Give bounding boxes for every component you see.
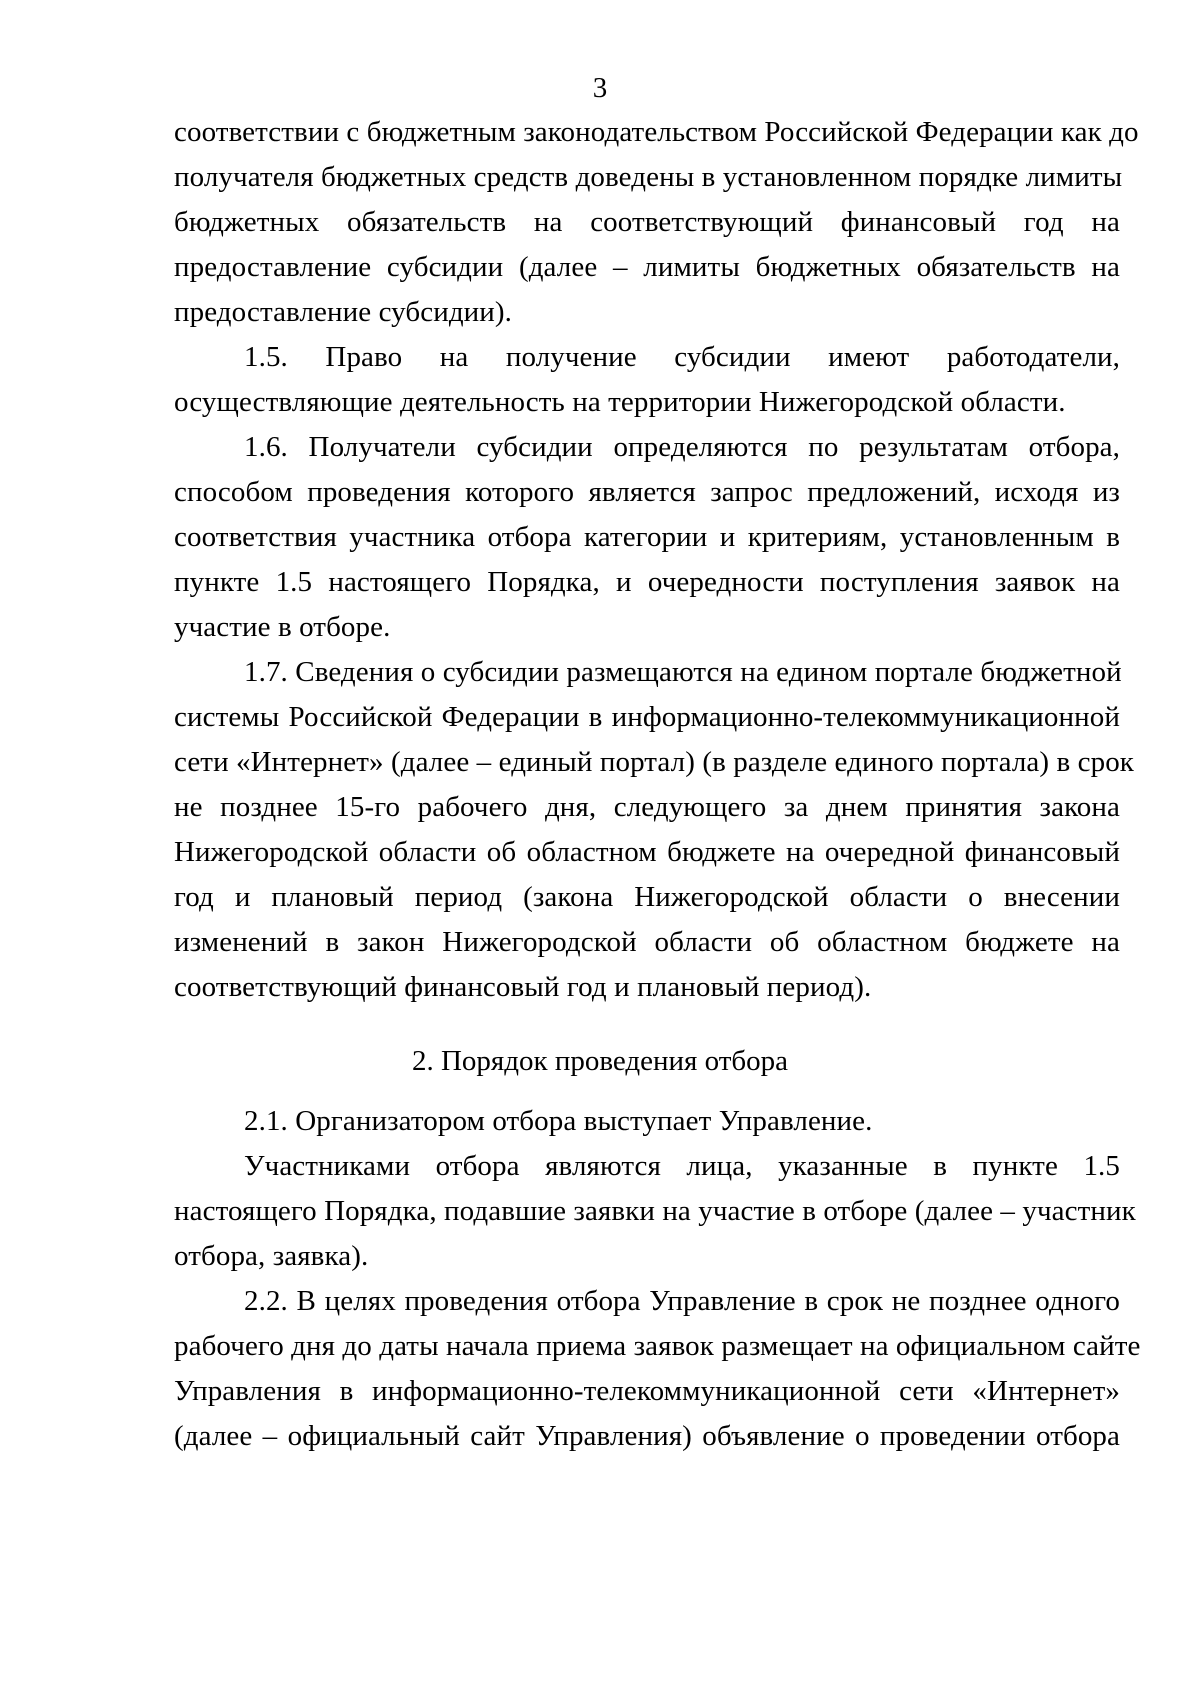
paragraph-first-line: Участниками отбора являются лица, указанные в пункте 1.5 (244, 1150, 1120, 1182)
text-line: соответствующий финансовый год и плановый период). (174, 971, 872, 1003)
section-heading: 2. Порядок проведения отбора (411, 1045, 789, 1077)
text-line: Нижегородской области об областном бюджете на очередной финансовый (174, 836, 1120, 868)
text-line: год и плановый период (закона Нижегородской области о внесении (174, 881, 1120, 913)
text-line: изменений в закон Нижегородской области об областном бюджете на (174, 926, 1120, 958)
paragraph-first-line: 2.2. В целях проведения отбора Управление в срок не позднее одного (244, 1285, 1120, 1317)
text-line: не позднее 15-го рабочего дня, следующего за днем принятия закона (174, 791, 1120, 823)
text-line: способом проведения которого является запрос предложений, исходя из (174, 476, 1120, 508)
text-line: Управления в информационно-телекоммуникационной сети «Интернет» (174, 1375, 1120, 1407)
text-line: осуществляющие деятельность на территории Нижегородской области. (174, 386, 1066, 418)
text-line: сети «Интернет» (далее – единый портал) (в разделе единого портала) в срок (174, 746, 1134, 778)
paragraph-first-line: 1.7. Сведения о субсидии размещаются на едином портале бюджетной (244, 656, 1122, 688)
text-line: бюджетных обязательств на соответствующий финансовый год на (174, 206, 1120, 238)
text-line: (далее – официальный сайт Управления) объявление о проведении отбора (174, 1420, 1120, 1452)
text-line: соответствии с бюджетным законодательством Российской Федерации как до (174, 116, 1139, 148)
paragraph-first-line: 2.1. Организатором отбора выступает Управление. (244, 1105, 873, 1137)
paragraph-first-line: 1.6. Получатели субсидии определяются по результатам отбора, (244, 431, 1120, 463)
text-line: предоставление субсидии). (174, 296, 513, 328)
text-line: получателя бюджетных средств доведены в установленном порядке лимиты (174, 161, 1123, 193)
paragraph-first-line: 1.5. Право на получение субсидии имеют работодатели, (244, 341, 1120, 373)
text-line: рабочего дня до даты начала приема заявок размещает на официальном сайте (174, 1330, 1141, 1362)
page-number: 3 (592, 72, 608, 104)
text-line: участие в отборе. (174, 611, 391, 643)
text-line: соответствия участника отбора категории и критериям, установленным в (174, 521, 1120, 553)
text-line: отбора, заявка). (174, 1240, 369, 1272)
text-line: настоящего Порядка, подавшие заявки на участие в отборе (далее – участник (174, 1195, 1136, 1227)
text-line: предоставление субсидии (далее – лимиты бюджетных обязательств на (174, 251, 1120, 283)
text-line: пункте 1.5 настоящего Порядка, и очередности поступления заявок на (174, 566, 1120, 598)
text-line: системы Российской Федерации в информационно-телекоммуникационной (174, 701, 1120, 733)
